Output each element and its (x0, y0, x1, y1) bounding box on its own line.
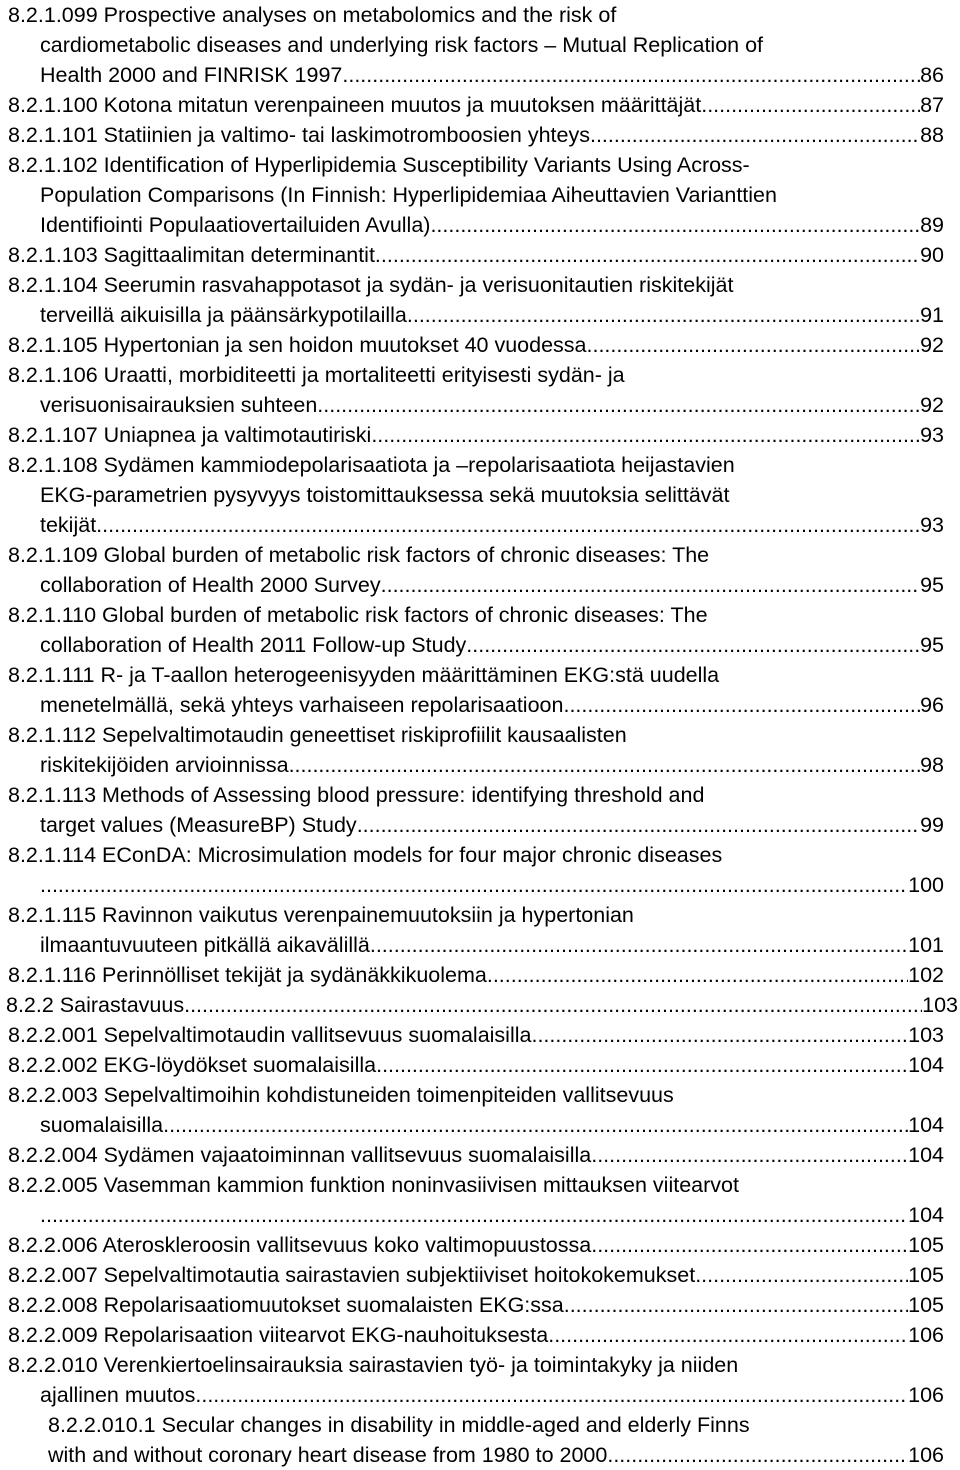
dot-leader (564, 1290, 908, 1320)
toc-page-number: 100 (908, 873, 944, 897)
toc-entry-title-continuation (40, 60, 944, 90)
toc-entry[interactable] (8, 1020, 944, 1050)
toc-entry-title-continuation (40, 1200, 944, 1230)
toc-entry-title-continuation (40, 480, 944, 510)
toc-entry[interactable] (8, 450, 944, 540)
toc-entry[interactable] (8, 1230, 944, 1260)
toc-entry-text: 8.2.1.114 EConDA: Microsimulation models for four major chronic diseases (8, 843, 723, 867)
toc-entry-text: with and without coronary heart disease from 1980 to 2000 (48, 1443, 608, 1467)
toc-page-number: 87 (920, 93, 944, 117)
toc-entry-text: 8.2.1.115 Ravinnon vaikutus verenpainemuutoksiin ja hypertonian (8, 903, 634, 927)
toc-entry-title-continuation (40, 930, 944, 960)
toc-entry-text: EKG-parametrien pysyvyys toistomittauksessa sekä muutoksia selittävät (40, 483, 730, 507)
toc-entry-text: ajallinen muutos (40, 1383, 196, 1407)
toc-page-number: 104 (908, 1143, 944, 1167)
dot-leader (607, 1440, 908, 1470)
toc-entry-text: 8.2.1.103 Sagittaalimitan determinantit (8, 243, 375, 267)
toc-page-number: 106 (908, 1443, 944, 1467)
toc-entry-title (8, 1050, 944, 1080)
toc-entry-title (48, 1410, 944, 1440)
toc-entry-title (8, 1020, 944, 1050)
toc-entry-text: 8.2.1.111 R- ja T-aallon heterogeenisyyden määrittäminen EKG:stä uudella (8, 663, 720, 687)
toc-entry-text: 8.2.1.116 Perinnölliset tekijät ja sydänäkkikuolema (8, 963, 487, 987)
toc-entry-title-continuation (40, 810, 944, 840)
toc-entry-title (8, 450, 944, 480)
toc-entry-title (8, 1170, 944, 1200)
toc-page-number: 101 (908, 933, 944, 957)
toc-page-number: 98 (920, 753, 944, 777)
toc-entry[interactable] (8, 1170, 944, 1230)
toc-entry-title-continuation (40, 300, 944, 330)
toc-entry-title (8, 150, 944, 180)
toc-entry[interactable] (8, 1260, 944, 1290)
toc-entry-text: menetelmällä, sekä yhteys varhaiseen repolarisaatioon (40, 693, 564, 717)
toc-entry-title-continuation (40, 1380, 944, 1410)
toc-entry-text: target values (MeasureBP) Study (40, 813, 357, 837)
toc-page-number: 93 (920, 513, 944, 537)
dot-leader (317, 390, 920, 420)
toc-page-number: 89 (920, 213, 944, 237)
dot-leader (554, 1320, 908, 1350)
toc-entry-text: 8.2.1.100 Kotona mitatun verenpaineen muutos ja muutoksen määrittäjät (8, 93, 702, 117)
toc-entry[interactable] (8, 960, 944, 990)
toc-entry-text: 8.2.1.113 Methods of Assessing blood pressure: identifying threshold and (8, 783, 705, 807)
toc-page-number: 105 (908, 1263, 944, 1287)
toc-page-number: 91 (920, 303, 944, 327)
dot-leader (195, 1380, 908, 1410)
toc-entry-text: suomalaisilla (40, 1113, 164, 1137)
dot-leader (40, 870, 908, 900)
toc-entry-text: 8.2.1.106 Uraatti, morbiditeetti ja mortaliteetti erityisesti sydän- ja (8, 363, 625, 387)
toc-entry[interactable] (8, 150, 944, 240)
toc-entry[interactable] (8, 900, 944, 960)
toc-entry-text: ilmaantuvuuteen pitkällä aikavälillä (40, 933, 370, 957)
toc-entry-text: riskitekijöiden arvioinnissa (40, 753, 289, 777)
toc-entry-title-continuation (40, 30, 944, 60)
toc-entry[interactable] (8, 0, 944, 90)
dot-leader (370, 930, 908, 960)
toc-entry[interactable] (8, 360, 944, 420)
dot-leader (40, 1200, 908, 1230)
toc-page-number: 92 (920, 333, 944, 357)
toc-entry-text: 8.2.2.010 Verenkiertoelinsairauksia sairastavien työ- ja toimintakyky ja niiden (8, 1353, 739, 1377)
dot-leader (375, 240, 920, 270)
toc-entry[interactable] (8, 1140, 944, 1170)
dot-leader (563, 690, 920, 720)
toc-entry-title-continuation (40, 570, 944, 600)
toc-entry[interactable] (8, 600, 944, 660)
toc-entry-text: Health 2000 and FINRISK 1997 (40, 63, 343, 87)
dot-leader (163, 1110, 908, 1140)
toc-entry-title-continuation (40, 750, 944, 780)
toc-entry-title-continuation (48, 1440, 944, 1470)
toc-entry-title-continuation (40, 630, 944, 660)
toc-entry[interactable] (8, 720, 944, 780)
toc-page-number: 103 (922, 993, 958, 1017)
dot-leader (371, 420, 920, 450)
toc-page-number: 86 (920, 63, 944, 87)
toc-entry-text: 8.2.1.107 Uniapnea ja valtimotautiriski (8, 423, 372, 447)
toc-entry-title-continuation (40, 210, 944, 240)
toc-entry-text: 8.2.2.007 Sepelvaltimotautia sairastavien subjektiiviset hoitokokemukset (8, 1263, 696, 1287)
toc-entry-title-continuation (40, 510, 944, 540)
toc-entry-title (8, 780, 944, 810)
toc-entry-text: collaboration of Health 2011 Follow-up Study (40, 633, 467, 657)
toc-entry-text: 8.2.2.005 Vasemman kammion funktion noninvasiivisen mittauksen viitearvot (8, 1173, 739, 1197)
toc-entry[interactable] (8, 1080, 944, 1140)
toc-entry-title (8, 720, 944, 750)
dot-leader (342, 60, 920, 90)
toc-entry[interactable] (8, 1350, 944, 1410)
toc-entry[interactable] (8, 540, 944, 600)
toc-entry-title-continuation (40, 390, 944, 420)
dot-leader (376, 1050, 908, 1080)
toc-entry-title (8, 1290, 944, 1320)
toc-entry-text: 8.2.1.108 Sydämen kammiodepolarisaatiota ja –repolarisaatiota heijastavien (8, 453, 735, 477)
toc-entry-text: collaboration of Health 2000 Survey (40, 573, 381, 597)
toc-entry[interactable] (8, 120, 944, 150)
toc-entry-text: 8.2.1.101 Statiinien ja valtimo- tai laskimotromboosien yhteys (8, 123, 590, 147)
dot-leader (591, 1140, 908, 1170)
dot-leader (487, 960, 908, 990)
toc-entry[interactable] (8, 420, 944, 450)
toc-entry[interactable] (8, 240, 944, 270)
toc-entry-title (8, 1230, 944, 1260)
toc-page-number: 102 (908, 963, 944, 987)
dot-leader (466, 630, 920, 660)
toc-entry-title-continuation (40, 690, 944, 720)
toc-page-number: 105 (908, 1233, 944, 1257)
toc-entry-title (8, 330, 944, 360)
dot-leader (184, 990, 922, 1020)
dot-leader (590, 120, 920, 150)
toc-entry-text: 8.2.1.099 Prospective analyses on metabolomics and the risk of (8, 3, 617, 27)
toc-entry-title (8, 240, 944, 270)
toc-entry-title-continuation (40, 1110, 944, 1140)
toc-entry[interactable] (8, 840, 944, 900)
toc-entry-title (8, 900, 944, 930)
dot-leader (357, 810, 920, 840)
toc-entry-text: 8.2.2.006 Ateroskleroosin vallitsevuus koko valtimopuustossa (8, 1233, 592, 1257)
toc-entry-title (8, 90, 944, 120)
toc-entry-text: Population Comparisons (In Finnish: Hyperlipidemiaa Aiheuttavien Varianttien (40, 183, 777, 207)
dot-leader (695, 1260, 908, 1290)
toc-entry[interactable] (8, 330, 944, 360)
dot-leader (587, 330, 921, 360)
toc-page-number: 99 (920, 813, 944, 837)
dot-leader (407, 300, 920, 330)
toc-entry-text: 8.2.2.009 Repolarisaation viitearvot EKG-nauhoituksesta. (8, 1323, 555, 1347)
toc-entry[interactable] (8, 270, 944, 330)
toc-entry-text: 8.2.2.002 EKG-löydökset suomalaisilla (8, 1053, 377, 1077)
toc-page-number: 90 (920, 243, 944, 267)
toc-entry-title (8, 1350, 944, 1380)
toc-page-number: 88 (920, 123, 944, 147)
toc-page-number: 93 (920, 423, 944, 447)
toc-page-number: 95 (920, 573, 944, 597)
toc-entry-title (8, 420, 944, 450)
dot-leader (591, 1230, 908, 1260)
toc-entry[interactable] (6, 990, 958, 1020)
dot-leader (430, 210, 920, 240)
toc-page-number: 106 (908, 1383, 944, 1407)
toc-entry-text: verisuonisairauksien suhteen (40, 393, 318, 417)
toc-entry-title (8, 540, 944, 570)
toc-entry-text: 8.2.2.003 Sepelvaltimoihin kohdistuneiden toimenpiteiden vallitsevuus (8, 1083, 674, 1107)
toc-entry-text: 8.2.2 Sairastavuus (6, 993, 185, 1017)
toc-entry-title (8, 1260, 944, 1290)
dot-leader (531, 1020, 908, 1050)
toc-entry-text: 8.2.1.110 Global burden of metabolic risk factors of chronic diseases: The (8, 603, 708, 627)
toc-entry[interactable] (48, 1410, 944, 1470)
toc-entry-title (8, 600, 944, 630)
dot-leader (96, 510, 920, 540)
toc-entry-title (8, 0, 944, 30)
toc-entry-text: 8.2.1.102 Identification of Hyperlipidemia Susceptibility Variants Using Across- (8, 153, 750, 177)
toc-entry-text: 8.2.1.112 Sepelvaltimotaudin geneettiset riskiprofiilit kausaalisten (8, 723, 627, 747)
toc-entry-text: 8.2.2.010.1 Secular changes in disability in middle-aged and elderly Finns (48, 1413, 750, 1437)
toc-page-number: 95 (920, 633, 944, 657)
toc-page-number: 104 (908, 1203, 944, 1227)
toc-entry-title-continuation (40, 180, 944, 210)
toc-entry[interactable] (8, 90, 944, 120)
toc-entry[interactable] (8, 780, 944, 840)
toc-entry-text: 8.2.1.109 Global burden of metabolic risk factors of chronic diseases: The (8, 543, 710, 567)
toc-page-number: 105 (908, 1293, 944, 1317)
toc-entry-text: terveillä aikuisilla ja päänsärkypotilailla (40, 303, 407, 327)
toc-page-number: 106 (908, 1323, 944, 1347)
dot-leader (289, 750, 921, 780)
toc-entry-title (8, 1140, 944, 1170)
toc-entry-title (8, 960, 944, 990)
toc-entry[interactable] (8, 1290, 944, 1320)
toc-entry-title (6, 990, 958, 1020)
toc-entry[interactable] (8, 660, 944, 720)
toc-entry-title (8, 1320, 944, 1350)
toc-entry-title (8, 360, 944, 390)
dot-leader (381, 570, 920, 600)
toc-entry-title-continuation (40, 870, 944, 900)
toc-entry-text: 8.2.2.004 Sydämen vajaatoiminnan vallitsevuus suomalaisilla (8, 1143, 592, 1167)
toc-entry-title (8, 840, 944, 870)
toc-entry-text: Identifiointi Populaatiovertailuiden Avulla) (40, 213, 431, 237)
toc-entry-text: tekijät (40, 513, 97, 537)
toc-page-number: 92 (920, 393, 944, 417)
toc-entry-title (8, 270, 944, 300)
toc-entry[interactable] (8, 1320, 944, 1350)
toc-entry-title (8, 1080, 944, 1110)
toc-page-number: 104 (908, 1113, 944, 1137)
toc-entry[interactable] (8, 1050, 944, 1080)
toc-page-number: 96 (920, 693, 944, 717)
toc-entry-text: 8.2.2.001 Sepelvaltimotaudin vallitsevuus suomalaisilla (8, 1023, 532, 1047)
dot-leader (701, 90, 920, 120)
toc-entry-text: 8.2.1.105 Hypertonian ja sen hoidon muutokset 40 vuodessa (8, 333, 587, 357)
toc-page-number: 104 (908, 1053, 944, 1077)
toc-entry-title (8, 120, 944, 150)
toc-entry-text: 8.2.2.008 Repolarisaatiomuutokset suomalaisten EKG:ssa (8, 1293, 564, 1317)
toc-entry-title (8, 660, 944, 690)
toc-page-number: 103 (908, 1023, 944, 1047)
toc-entry-text: cardiometabolic diseases and underlying risk factors – Mutual Replication of (40, 33, 764, 57)
toc-entry-text: 8.2.1.104 Seerumin rasvahappotasot ja sydän- ja verisuonitautien riskitekijät (8, 273, 734, 297)
